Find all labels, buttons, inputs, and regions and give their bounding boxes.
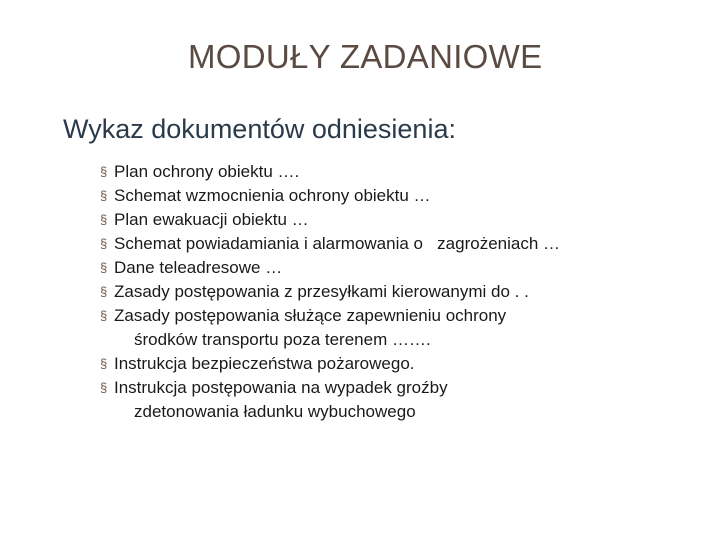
list-item-line: Schemat powiadamiania i alarmowania o zagrożeniach … xyxy=(114,234,561,253)
list-item-line: Zasady postępowania służące zapewnieniu ochrony xyxy=(114,306,507,325)
bullet-icon: § xyxy=(100,284,108,299)
list-item-line: Plan ewakuacji obiektu … xyxy=(114,210,309,229)
list-item-text xyxy=(114,232,560,256)
list-item xyxy=(100,232,560,256)
list-item-line: Instrukcja bezpieczeństwa pożarowego. xyxy=(114,354,415,373)
list-item-text xyxy=(114,376,448,424)
section-heading: Wykaz dokumentów odniesienia: xyxy=(63,114,456,144)
bullet-icon: § xyxy=(100,308,108,323)
list-item-line: Zasady postępowania z przesyłkami kierowanymi do . . xyxy=(114,282,529,301)
list-item-line: Dane teleadresowe … xyxy=(114,258,283,277)
list-item xyxy=(100,352,560,376)
bullet-icon: § xyxy=(100,380,108,395)
list-item-continuation: zdetonowania ładunku wybuchowego xyxy=(134,402,416,421)
list-item-continuation: środków transportu poza terenem ……. xyxy=(134,330,431,349)
list-item-text xyxy=(114,208,309,232)
bullet-icon: § xyxy=(100,236,108,251)
document-list xyxy=(100,160,560,424)
list-item xyxy=(100,304,560,352)
bullet-icon: § xyxy=(100,188,108,203)
list-item-text xyxy=(114,256,282,280)
list-item xyxy=(100,184,560,208)
bullet-icon: § xyxy=(100,356,108,371)
list-item-line: Schemat wzmocnienia ochrony obiektu … xyxy=(114,186,431,205)
slide-title: MODUŁY ZADANIOWE xyxy=(188,38,543,75)
list-item-line: Instrukcja postępowania na wypadek groźby xyxy=(114,378,448,397)
list-item-text xyxy=(114,160,299,184)
list-item xyxy=(100,160,560,184)
list-item-text xyxy=(114,304,506,352)
list-item xyxy=(100,280,560,304)
bullet-icon: § xyxy=(100,164,108,179)
list-item xyxy=(100,376,560,424)
list-item xyxy=(100,256,560,280)
list-item xyxy=(100,208,560,232)
list-item-text xyxy=(114,184,431,208)
list-item-text xyxy=(114,352,415,376)
bullet-icon: § xyxy=(100,212,108,227)
list-item-text xyxy=(114,280,529,304)
list-item-line: Plan ochrony obiektu …. xyxy=(114,162,300,181)
bullet-icon: § xyxy=(100,260,108,275)
